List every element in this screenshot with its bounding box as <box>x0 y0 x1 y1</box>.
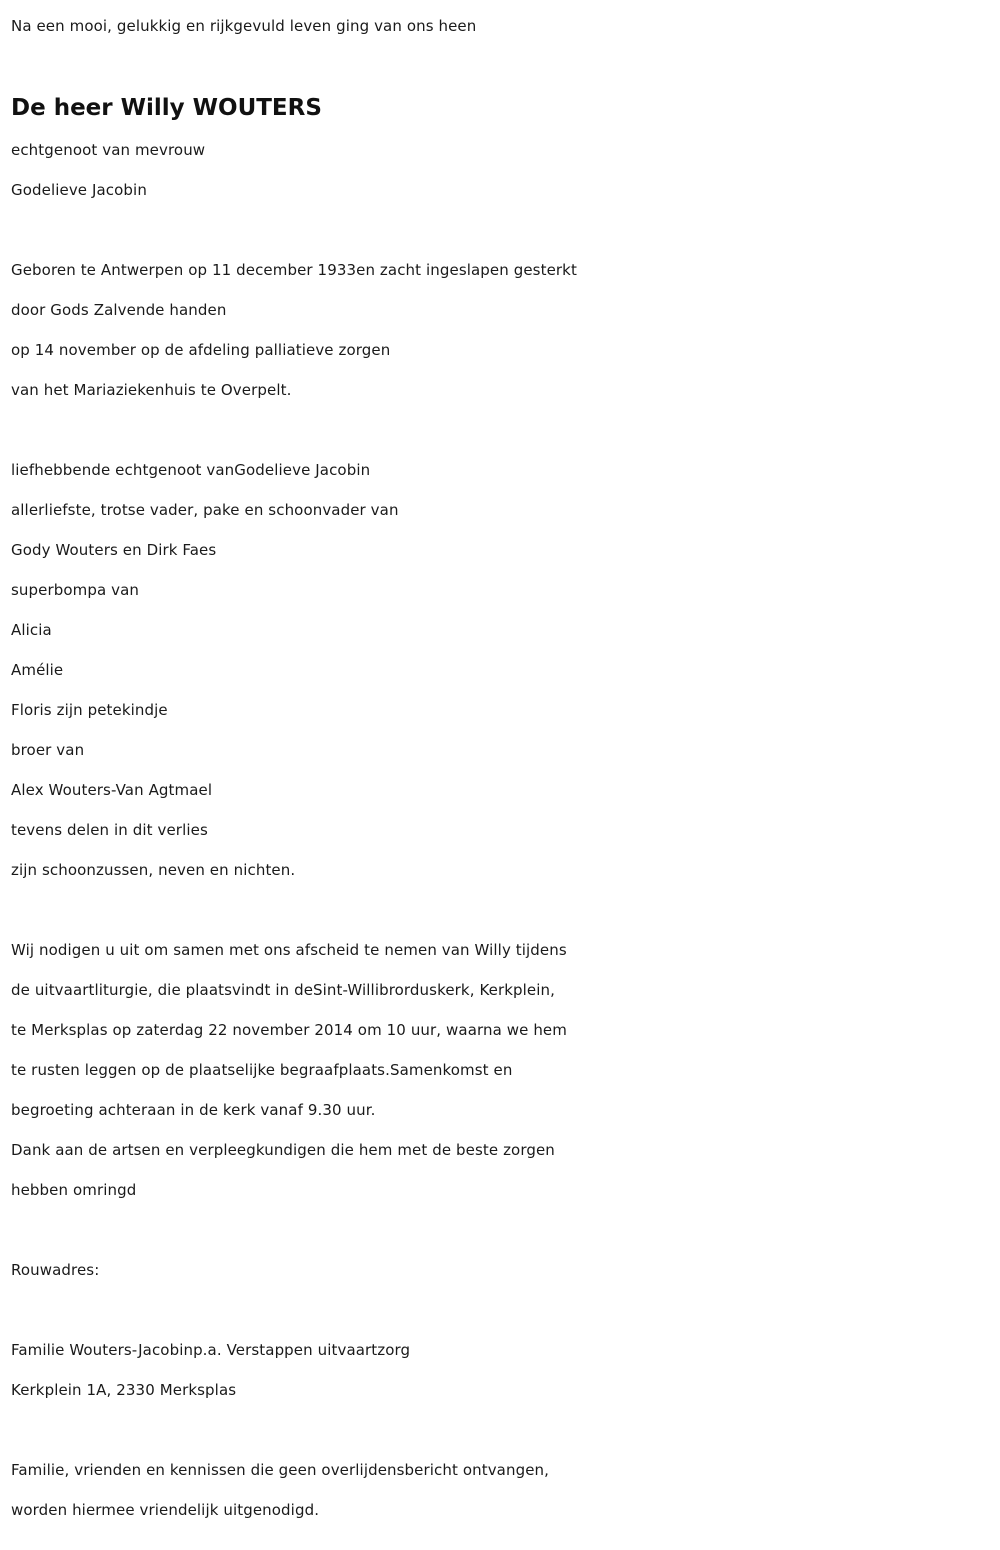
family-line: liefhebbende echtgenoot vanGodelieve Jacobin <box>11 461 371 479</box>
invitation-line: te Merksplas op zaterdag 22 november 2014 om 10 uur, waarna we hem <box>11 1021 567 1039</box>
family-line: tevens delen in dit verlies <box>11 821 208 839</box>
closing-line: worden hiermee vriendelijk uitgenodigd. <box>11 1501 320 1519</box>
spacer <box>11 410 990 450</box>
spacer <box>11 210 990 250</box>
spacer <box>11 1210 990 1250</box>
family-line: Floris zijn petekindje <box>11 701 168 719</box>
family-line: zijn schoonzussen, neven en nichten. <box>11 861 296 879</box>
invitation-line: de uitvaartliturgie, die plaatsvindt in deSint-Willibrorduskerk, Kerkplein, <box>11 981 555 999</box>
address-section <box>11 1330 990 1410</box>
spacer <box>11 890 990 930</box>
spouse-line-1: echtgenoot van mevrouw <box>11 141 206 159</box>
rouwadres-label: Rouwadres: <box>11 1261 100 1279</box>
birth-death-line: door Gods Zalvende handen <box>11 301 227 319</box>
birth-death-section <box>11 250 990 410</box>
family-line: Gody Wouters en Dirk Faes <box>11 541 217 559</box>
invitation-section <box>11 930 990 1210</box>
spouse-line-2: Godelieve Jacobin <box>11 181 147 199</box>
deceased-name: De heer Willy WOUTERS <box>11 95 322 121</box>
address-line: Kerkplein 1A, 2330 Merksplas <box>11 1381 237 1399</box>
family-section <box>11 450 990 890</box>
spacer <box>11 1410 990 1450</box>
closing-section <box>11 1450 990 1530</box>
family-line: Alicia <box>11 621 52 639</box>
birth-death-line: Geboren te Antwerpen op 11 december 1933en zacht ingeslapen gesterkt <box>11 261 577 279</box>
family-line: Alex Wouters-Van Agtmael <box>11 781 213 799</box>
invitation-line: Dank aan de artsen en verpleegkundigen die hem met de beste zorgen <box>11 1141 555 1159</box>
family-line: broer van <box>11 741 85 759</box>
address-line: Familie Wouters-Jacobinp.a. Verstappen uitvaartzorg <box>11 1341 411 1359</box>
family-line: allerliefste, trotse vader, pake en schoonvader van <box>11 501 399 519</box>
spacer <box>11 1290 990 1330</box>
family-line: Amélie <box>11 661 64 679</box>
invitation-line: begroeting achteraan in de kerk vanaf 9.30 uur. <box>11 1101 376 1119</box>
invitation-line: hebben omringd <box>11 1181 137 1199</box>
birth-death-line: op 14 november op de afdeling palliatieve zorgen <box>11 341 391 359</box>
closing-line: Familie, vrienden en kennissen die geen overlijdensbericht ontvangen, <box>11 1461 550 1479</box>
birth-death-line: van het Mariaziekenhuis te Overpelt. <box>11 381 292 399</box>
intro-line: Na een mooi, gelukkig en rijkgevuld leven ging van ons heen <box>11 17 477 35</box>
family-line: superbompa van <box>11 581 140 599</box>
invitation-line: te rusten leggen op de plaatselijke begraafplaats.Samenkomst en <box>11 1061 513 1079</box>
invitation-line: Wij nodigen u uit om samen met ons afscheid te nemen van Willy tijdens <box>11 941 567 959</box>
